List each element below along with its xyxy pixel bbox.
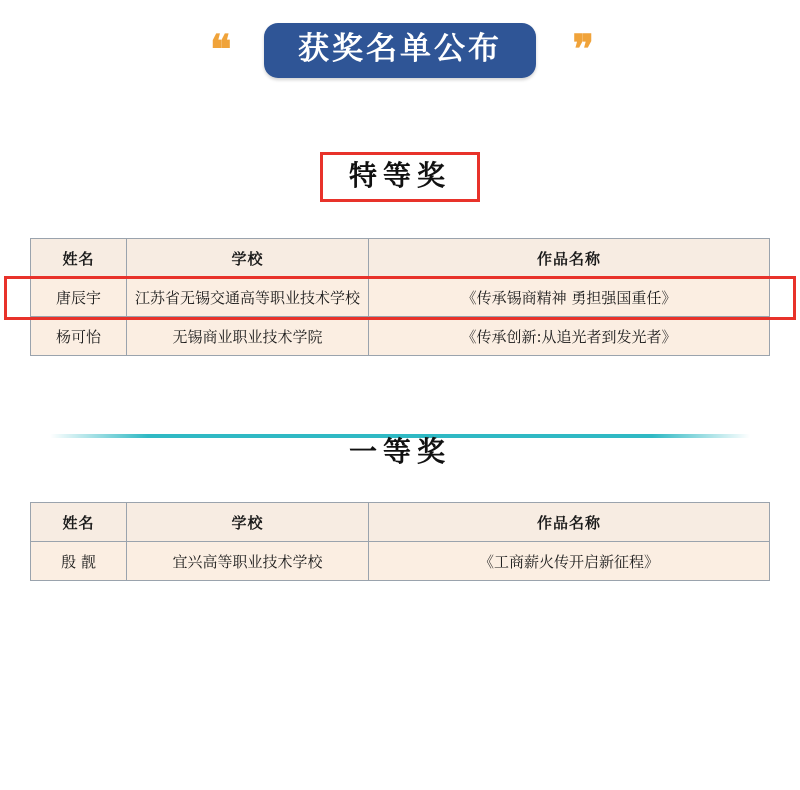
section-heading-box	[320, 152, 480, 202]
quote-close-icon: ❞	[572, 26, 594, 73]
winners-table-special-prize	[30, 238, 770, 356]
table-row	[31, 278, 770, 317]
winners-table	[30, 502, 770, 581]
quote-open-icon: ❝	[210, 26, 232, 73]
section-heading-label: 一等奖	[348, 435, 451, 468]
section-heading-first-prize	[0, 435, 800, 468]
cell-name: 杨可怡	[31, 317, 127, 356]
section-heading-label: 特等奖	[348, 159, 451, 192]
page-title-pill	[264, 23, 536, 78]
page-title: 获奖名单公布	[298, 30, 502, 67]
column-header-name: 姓名	[31, 239, 127, 278]
table-header-row	[31, 239, 770, 278]
column-header-name: 姓名	[31, 503, 127, 542]
cell-name: 殷 靓	[31, 542, 127, 581]
section-heading-special-prize	[0, 152, 800, 202]
column-header-school: 学校	[127, 503, 369, 542]
cell-work: 《工商薪火传开启新征程》	[369, 542, 770, 581]
cell-work: 《传承创新:从追光者到发光者》	[369, 317, 770, 356]
cell-school: 宜兴高等职业技术学校	[127, 542, 369, 581]
column-header-work: 作品名称	[369, 503, 770, 542]
winners-table-first-prize	[30, 502, 770, 581]
cell-work: 《传承锡商精神 勇担强国重任》	[369, 278, 770, 317]
table-header-row	[31, 503, 770, 542]
cell-name: 唐辰宇	[31, 278, 127, 317]
table-row	[31, 317, 770, 356]
cell-school: 江苏省无锡交通高等职业技术学校	[127, 278, 369, 317]
winners-table	[30, 238, 770, 356]
page-header	[0, 0, 800, 100]
column-header-work: 作品名称	[369, 239, 770, 278]
column-header-school: 学校	[127, 239, 369, 278]
table-row	[31, 542, 770, 581]
cell-school: 无锡商业职业技术学院	[127, 317, 369, 356]
section-heading-box	[348, 435, 451, 468]
